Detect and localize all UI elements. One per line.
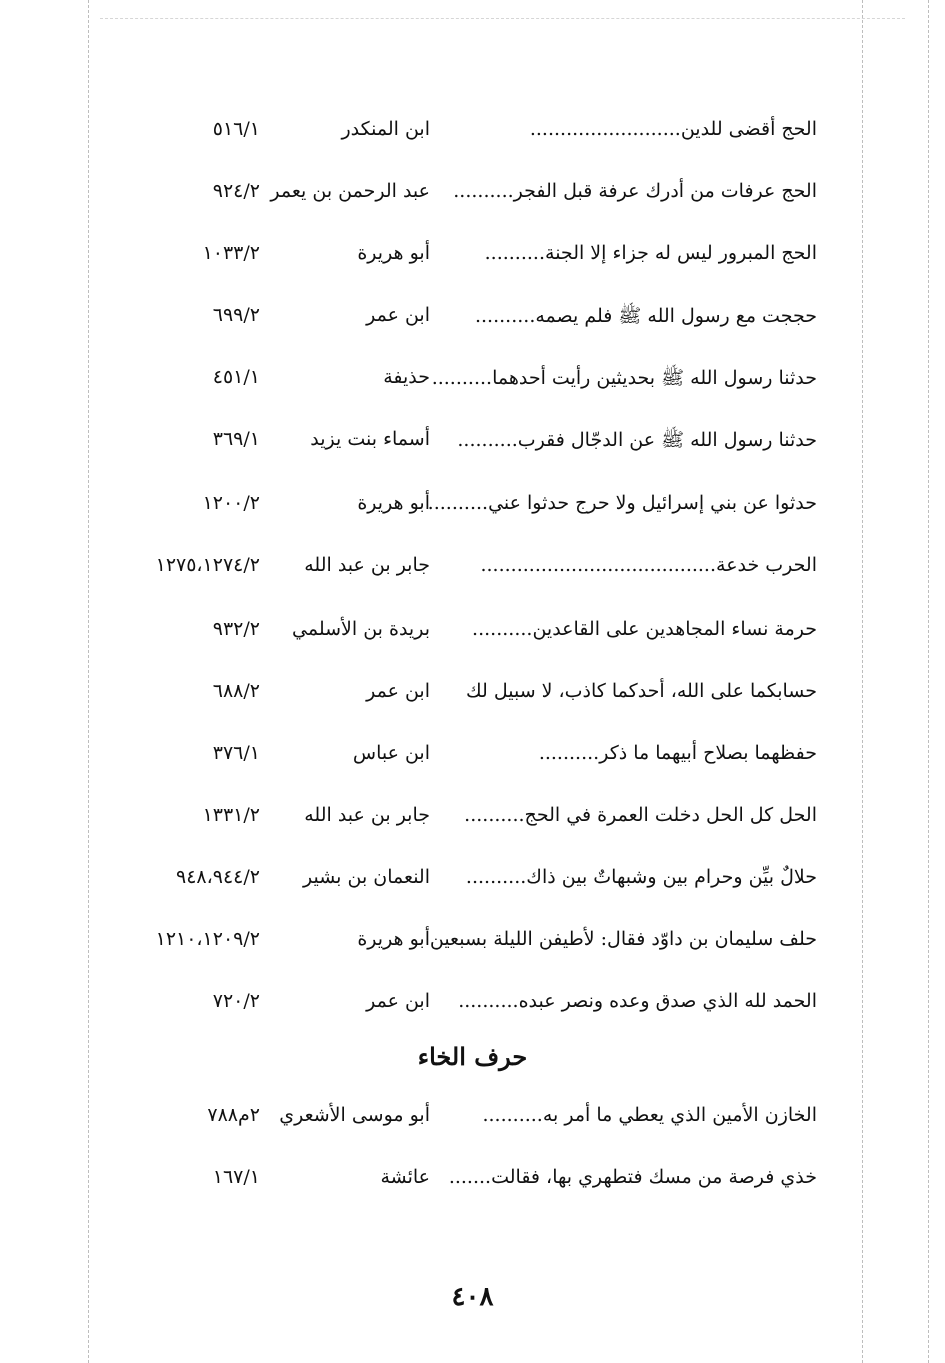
narrator: ابن عمر bbox=[366, 304, 430, 326]
hadith-text: حفظهما بصلاح أبيهما ما ذكر.......... bbox=[538, 742, 817, 764]
hadith-text: الحج أقضى للدين......................... bbox=[529, 118, 817, 140]
index-entry bbox=[0, 612, 945, 652]
reference: ٧٢٠/٢ bbox=[212, 990, 260, 1012]
narrator: أبو هريرة bbox=[357, 242, 430, 264]
reference: ١٢٧٥،١٢٧٤/٢ bbox=[155, 554, 260, 576]
narrator: ابن عباس bbox=[352, 742, 430, 764]
page-number: ٤٠٨ bbox=[451, 1282, 494, 1312]
narrator: حذيفة bbox=[383, 366, 430, 388]
narrator: ابن المنكدر bbox=[341, 118, 430, 140]
narrator: النعمان بن بشير bbox=[303, 866, 430, 888]
index-entry bbox=[0, 486, 945, 526]
hadith-text: الحرب خدعة....................................... bbox=[480, 554, 817, 576]
index-entry bbox=[0, 298, 945, 338]
reference: ٩٤٨،٩٤٤/٢ bbox=[176, 866, 260, 888]
narrator: أسماء بنت يزيد bbox=[310, 428, 430, 450]
reference: ٦٩٩/٢ bbox=[212, 304, 260, 326]
reference: ٣٦٩/١ bbox=[212, 428, 260, 450]
index-entry bbox=[0, 984, 945, 1024]
index-entry bbox=[0, 798, 945, 838]
hadith-text: حسابكما على الله، أحدكما كاذب، لا سبيل لك bbox=[466, 680, 817, 702]
index-entry bbox=[0, 922, 945, 962]
hadith-text: الحج المبرور ليس له جزاء إلا الجنة.......... bbox=[484, 242, 817, 264]
narrator: ابن عمر bbox=[366, 680, 430, 702]
index-entry bbox=[0, 736, 945, 776]
reference: ٩٣٢/٢ bbox=[212, 618, 260, 640]
reference: ١٢١٠،١٢٠٩/٢ bbox=[155, 928, 260, 950]
section-heading: حرف الخاء bbox=[417, 1042, 528, 1071]
index-entry bbox=[0, 112, 945, 152]
reference: ١٣٣١/٢ bbox=[202, 804, 260, 826]
hadith-text: حدثنا رسول الله ﷺ عن الدجّال فقرب.......... bbox=[457, 429, 817, 451]
hadith-text: خذي فرصة من مسك فتطهري بها، فقالت....... bbox=[448, 1166, 817, 1188]
narrator: جابر بن عبد الله bbox=[304, 554, 430, 576]
hadith-text: الحل كل الحل دخلت العمرة في الحج.......... bbox=[464, 804, 817, 826]
index-entry bbox=[0, 674, 945, 714]
reference: ١٠٣٣/٢ bbox=[202, 242, 260, 264]
reference: ٤٥١/١ bbox=[212, 366, 260, 388]
narrator: عبد الرحمن بن يعمر bbox=[270, 180, 430, 202]
narrator: عائشة bbox=[380, 1166, 430, 1188]
index-entry bbox=[0, 860, 945, 900]
reference: ١٦٧/١ bbox=[212, 1166, 260, 1188]
hadith-text: الحج عرفات من أدرك عرفة قبل الفجر.......... bbox=[453, 180, 817, 202]
reference: ١٢٠٠/٢ bbox=[202, 492, 260, 514]
hadith-text: حلالٌ بيِّن وحرام بين وشبهاتٌ بين ذاك.......... bbox=[465, 866, 817, 888]
narrator: بريدة بن الأسلمي bbox=[292, 618, 430, 640]
hadith-text: الخازن الأمين الذي يعطي ما أمر به.......... bbox=[482, 1104, 817, 1126]
narrator: جابر بن عبد الله bbox=[304, 804, 430, 826]
hadith-text: حلف سليمان بن داوّد فقال: لأطيفن الليلة بسبعين bbox=[429, 928, 817, 950]
index-entry bbox=[0, 360, 945, 400]
index-entry bbox=[0, 1098, 945, 1138]
index-entry bbox=[0, 548, 945, 588]
narrator: أبو هريرة bbox=[357, 928, 430, 950]
narrator: أبو موسى الأشعري bbox=[279, 1104, 430, 1126]
narrator: ابن عمر bbox=[366, 990, 430, 1012]
index-entry bbox=[0, 1160, 945, 1200]
reference: ٥١٦/١ bbox=[212, 118, 260, 140]
hadith-text: حججت مع رسول الله ﷺ فلم يصمه.......... bbox=[474, 305, 817, 327]
index-entry bbox=[0, 422, 945, 462]
hadith-text: حدثوا عن بني إسرائيل ولا حرج حدثوا عني.......... bbox=[427, 492, 817, 514]
reference: ٣٧٦/١ bbox=[212, 742, 260, 764]
index-entry bbox=[0, 174, 945, 214]
reference: ٦٨٨/٢ bbox=[212, 680, 260, 702]
hadith-text: الحمد لله الذي صدق وعده ونصر عبده.......... bbox=[458, 990, 817, 1012]
reference: ٢م٧٨٨ bbox=[207, 1104, 260, 1126]
hadith-text: حرمة نساء المجاهدين على القاعدين.......... bbox=[472, 618, 817, 640]
margin-guide-top bbox=[100, 18, 905, 19]
narrator: أبو هريرة bbox=[357, 492, 430, 514]
reference: ٩٢٤/٢ bbox=[212, 180, 260, 202]
hadith-text: حدثنا رسول الله ﷺ بحديثين رأيت أحدهما.......... bbox=[431, 367, 817, 389]
index-entry bbox=[0, 236, 945, 276]
